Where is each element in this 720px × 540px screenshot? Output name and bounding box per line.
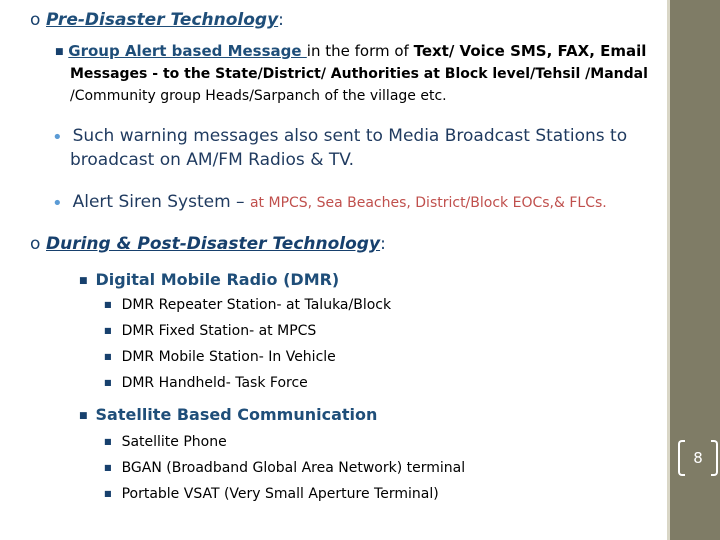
alert-siren-item <box>52 192 607 214</box>
heading-colon: : <box>380 234 386 254</box>
media-broadcast-line1: Such warning messages also sent to Media Broadcast Stations to <box>72 126 628 146</box>
satellite-item-label: BGAN (Broadband Global Area Network) terminal <box>121 460 466 476</box>
list-item <box>104 434 227 450</box>
group-alert-bold: Text/ Voice SMS, FAX, Email <box>413 42 647 60</box>
list-item <box>104 460 465 476</box>
pre-disaster-title: Pre-Disaster Technology <box>46 10 279 30</box>
square-bullet-icon: ■ <box>104 463 112 472</box>
dmr-title: Digital Mobile Radio (DMR) <box>95 270 340 289</box>
post-disaster-heading <box>30 234 386 254</box>
satellite-title: Satellite Based Communication <box>95 405 378 424</box>
dmr-heading <box>79 270 339 289</box>
circle-bullet-icon: o <box>30 234 41 254</box>
list-item <box>104 323 316 339</box>
group-alert-cont-2: /Community group Heads/Sarpanch of the village etc. <box>70 88 447 104</box>
sidebar-divider <box>667 0 670 540</box>
circle-bullet-icon: o <box>30 10 41 30</box>
media-broadcast-line2: broadcast on AM/FM Radios & TV. <box>70 150 355 170</box>
page-number-badge <box>678 436 718 482</box>
list-item <box>104 297 391 313</box>
dmr-item-label: DMR Mobile Station- In Vehicle <box>121 349 336 365</box>
satellite-item-label: Satellite Phone <box>121 434 227 450</box>
pre-disaster-heading <box>30 10 284 30</box>
square-bullet-icon: ■ <box>104 326 112 335</box>
list-item <box>104 349 336 365</box>
square-bullet-icon: ■ <box>104 378 112 387</box>
dot-bullet-icon: • <box>52 127 63 148</box>
square-bullet-icon: ■ <box>79 411 88 421</box>
dot-bullet-icon: • <box>52 193 63 214</box>
dmr-item-label: DMR Handheld- Task Force <box>121 375 308 391</box>
media-broadcast-item <box>52 126 627 148</box>
list-item <box>104 375 308 391</box>
square-bullet-icon: ■ <box>104 437 112 446</box>
square-bullet-icon: ■ <box>79 276 88 286</box>
square-bullet-icon: ■ <box>104 489 112 498</box>
alert-siren-lead: Alert Siren System – <box>72 192 250 212</box>
square-bullet-icon: ■ <box>104 352 112 361</box>
post-disaster-title: During & Post-Disaster Technology <box>46 234 381 254</box>
group-alert-cont-1: Messages - to the State/District/ Authorities at Block level/Tehsil /Mandal <box>70 66 648 82</box>
dmr-item-label: DMR Repeater Station- at Taluka/Block <box>121 297 392 313</box>
square-bullet-icon: ■ <box>55 47 64 57</box>
list-item <box>104 486 439 502</box>
group-alert-item <box>55 42 646 60</box>
satellite-heading <box>79 405 377 424</box>
satellite-item-label: Portable VSAT (Very Small Aperture Terminal) <box>121 486 439 502</box>
dmr-item-label: DMR Fixed Station- at MPCS <box>121 323 317 339</box>
heading-colon: : <box>278 10 284 30</box>
alert-siren-locations: at MPCS, Sea Beaches, District/Block EOCs,& FLCs. <box>249 195 607 211</box>
group-alert-mid: in the form of <box>306 42 414 60</box>
page-number: 8 <box>693 449 703 467</box>
group-alert-lead: Group Alert based Message <box>68 42 307 60</box>
square-bullet-icon: ■ <box>104 300 112 309</box>
